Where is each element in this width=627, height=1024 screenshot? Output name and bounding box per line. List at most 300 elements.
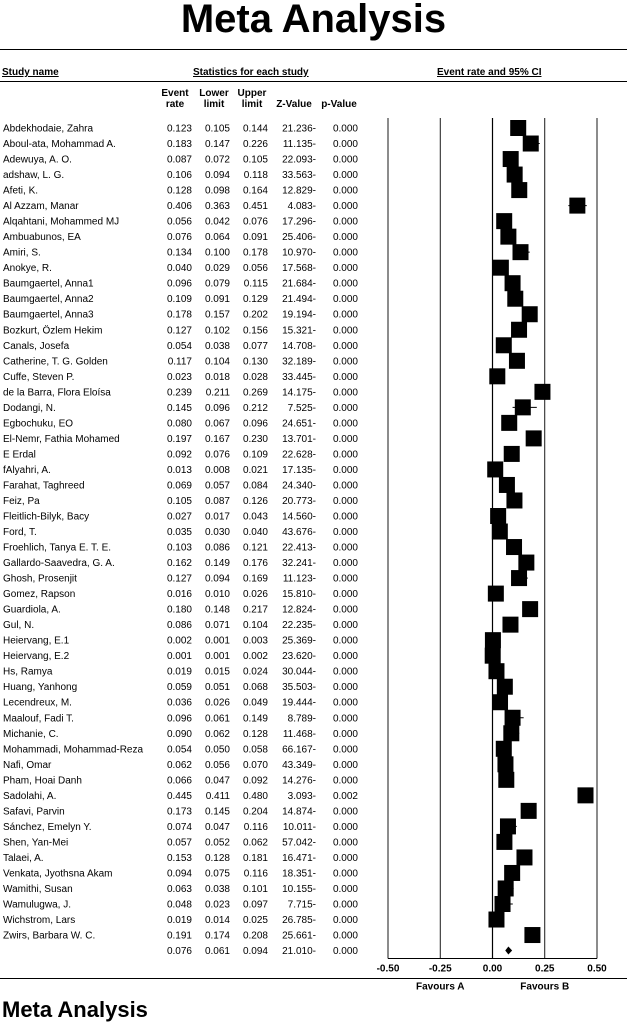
effect-marker [509,353,525,369]
effect-marker [511,322,527,338]
z-value: 19.194- [282,309,316,321]
z-value: 32.189- [282,356,316,368]
event-rate-value: 0.406 [166,201,192,213]
upper-limit-value: 0.144 [242,123,268,135]
lower-limit-value: 0.145 [204,806,230,818]
upper-limit-value: 0.269 [242,387,268,399]
p-value: 0.000 [332,604,358,616]
lower-limit-value: 0.096 [204,402,230,414]
study-name: de la Barra, Flora Eloísa [3,387,111,399]
z-value: 26.785- [282,915,316,927]
effect-marker [507,291,523,307]
effect-marker [488,586,504,602]
study-name: Adewuya, A. O. [3,154,72,166]
event-rate-value: 0.127 [166,573,192,585]
p-value: 0.000 [332,852,358,864]
z-value: 32.241- [282,558,316,570]
effect-marker [505,710,521,726]
event-rate-value: 0.063 [166,883,192,895]
z-value: 17.568- [282,263,316,275]
upper-limit-value: 0.002 [242,651,268,663]
effect-marker [501,415,517,431]
study-name: Talaei, A. [3,852,44,864]
z-value: 11.123- [282,573,316,585]
lower-limit-value: 0.148 [204,604,230,616]
p-value: 0.000 [332,232,358,244]
lower-limit-value: 0.363 [204,201,230,213]
upper-limit-value: 0.068 [242,682,268,694]
lower-limit-value: 0.157 [204,309,230,321]
event-rate-value: 0.054 [166,340,192,352]
event-rate-value: 0.162 [166,558,192,570]
favours-left-label: Favours A [415,981,465,993]
event-rate-value: 0.019 [166,666,192,678]
lower-limit-value: 0.010 [204,589,230,601]
upper-limit-value: 0.070 [242,759,268,771]
z-value: 23.620- [282,651,316,663]
z-value: 30.044- [282,666,316,678]
lower-limit-value: 0.071 [204,620,230,632]
z-value-header: Z-Value [276,99,312,110]
study-name: adshaw, L. G. [3,170,65,182]
upper-limit-value: 0.480 [242,790,268,802]
study-name: Feiz, Pa [3,495,40,507]
study-name: Cuffe, Steven P. [3,371,75,383]
lower-limit-value: 0.411 [205,790,230,802]
lower-limit-value: 0.076 [204,449,230,461]
z-value: 57.042- [282,837,316,849]
effect-marker [511,182,527,198]
event-rate-value: 0.080 [166,418,192,430]
upper-limit-value: 0.130 [242,356,268,368]
upper-limit-value: 0.043 [242,511,268,523]
effect-marker [488,912,504,928]
summary-z-value: 21.010- [282,946,316,958]
upper-limit-value: 0.003 [242,635,268,647]
event-rate-value: 0.128 [166,185,192,197]
p-value: 0.000 [332,573,358,585]
effect-marker [504,865,520,881]
lower-limit-value: 0.023 [204,899,230,911]
z-value: 14.560- [282,511,316,523]
upper-limit-value: 0.208 [242,930,268,942]
z-value: 22.628- [282,449,316,461]
event-rate-value: 0.127 [166,325,192,337]
effect-marker [504,446,520,462]
event-rate-value: 0.023 [166,371,192,383]
lower-limit-value: 0.062 [204,728,230,740]
effect-marker [524,927,540,943]
lower-limit-value: 0.018 [204,371,230,383]
p-value: 0.000 [332,775,358,787]
p-value: 0.000 [332,697,358,709]
event-rate-value: 0.057 [166,837,192,849]
study-name: Wamithi, Susan [3,883,73,895]
lower-limit-value: 0.094 [204,170,230,182]
study-name: Abdekhodaie, Zahra [3,123,94,135]
study-name: Gomez, Rapson [3,589,76,601]
z-value: 10.011- [282,821,316,833]
z-value: 13.701- [282,433,316,445]
effect-marker [490,508,506,524]
event-rate-value: 0.153 [166,852,192,864]
study-name: Amiri, S. [3,247,41,259]
effect-marker [506,539,522,555]
study-name: Safavi, Parvin [3,806,65,818]
z-value: 21.684- [282,278,316,290]
effect-marker [513,244,529,260]
study-name: Alqahtani, Mohammed MJ [3,216,120,228]
upper-limit-value: 0.126 [242,495,268,507]
study-name: Ambuabunos, EA [3,232,81,244]
z-value: 24.651- [282,418,316,430]
event-rate-value: 0.062 [166,759,192,771]
lower-limit-value: 0.038 [204,883,230,895]
x-tick-label: 0.50 [587,963,607,975]
event-rate-header: Event rate [161,88,189,110]
lower-limit-value: 0.211 [205,387,230,399]
upper-limit-value: 0.226 [242,139,268,151]
event-rate-value: 0.134 [166,247,192,259]
upper-limit-header: Upper limit [237,88,267,110]
p-value: 0.000 [332,154,358,166]
lower-limit-value: 0.050 [204,744,230,756]
effect-marker [503,151,519,167]
z-value: 20.773- [282,495,316,507]
p-value: 0.000 [332,558,358,570]
lower-limit-value: 0.104 [204,356,230,368]
lower-limit-value: 0.064 [204,232,230,244]
study-name: Zwirs, Barbara W. C. [3,930,96,942]
upper-limit-value: 0.176 [242,558,268,570]
z-value: 4.083- [287,201,316,213]
lower-limit-value: 0.100 [204,247,230,259]
p-value: 0.000 [332,387,358,399]
z-value: 25.369- [282,635,316,647]
p-value: 0.000 [332,620,358,632]
z-value: 17.296- [282,216,316,228]
lower-limit-value: 0.167 [204,433,230,445]
study-name: El-Nemr, Fathia Mohamed [3,433,120,445]
study-name: Aboul-ata, Mohammad A. [3,139,116,151]
effect-marker [522,601,538,617]
upper-limit-value: 0.091 [242,232,268,244]
upper-limit-value: 0.115 [243,278,268,290]
upper-limit-value: 0.105 [242,154,268,166]
lower-limit-value: 0.061 [204,713,230,725]
lower-limit-value: 0.001 [204,651,230,663]
z-value: 7.525- [287,402,316,414]
z-value: 33.563- [282,170,316,182]
effect-marker [569,198,585,214]
upper-limit-value: 0.202 [242,309,268,321]
p-value: 0.000 [332,899,358,911]
z-value: 14.175- [282,387,316,399]
lower-limit-value: 0.030 [204,527,230,539]
study-name: Nafi, Omar [3,759,52,771]
effect-marker [485,648,501,664]
study-name: Fleitlich-Bilyk, Bacy [3,511,90,523]
effect-marker [497,756,513,772]
x-tick-label: -0.50 [376,963,400,975]
p-value: 0.000 [332,185,358,197]
effect-marker [497,679,513,695]
z-value: 43.676- [282,527,316,539]
upper-limit-value: 0.212 [242,402,268,414]
p-value: 0.000 [332,511,358,523]
event-rate-value: 0.239 [166,387,192,399]
upper-limit-value: 0.128 [242,728,268,740]
p-value: 0.000 [332,635,358,647]
lower-limit-value: 0.149 [204,558,230,570]
upper-limit-value: 0.026 [242,589,268,601]
z-value: 21.236- [282,123,316,135]
study-name: Mohammadi, Mohammad-Reza [3,744,144,756]
lower-limit-value: 0.105 [204,123,230,135]
effect-marker [518,555,534,571]
z-value: 25.661- [282,930,316,942]
summary-diamond [505,947,512,955]
event-rate-value: 0.145 [166,402,192,414]
event-rate-value: 0.048 [166,899,192,911]
study-name: Catherine, T. G. Golden [3,356,108,368]
lower-limit-value: 0.017 [204,511,230,523]
event-rate-value: 0.109 [166,294,192,306]
study-name: Baumgaertel, Anna2 [3,294,94,306]
z-value: 12.824- [282,604,316,616]
z-value: 14.708- [282,340,316,352]
plot-title: Event rate and 95% CI [437,67,542,78]
p-value: 0.000 [332,713,358,725]
p-value: 0.000 [332,263,358,275]
lower-limit-header: Lower limit [199,88,229,110]
study-name: fAlyahri, A. [3,464,51,476]
p-value: 0.000 [332,418,358,430]
effect-marker [492,524,508,540]
effect-marker [492,694,508,710]
upper-limit-value: 0.058 [242,744,268,756]
effect-marker [503,725,519,741]
p-value: 0.000 [332,170,358,182]
page-title: Meta Analysis [180,0,447,41]
event-rate-value: 0.040 [166,263,192,275]
effect-marker [515,399,531,415]
event-rate-value: 0.056 [166,216,192,228]
lower-limit-value: 0.091 [204,294,230,306]
z-value: 22.413- [282,542,316,554]
lower-limit-value: 0.067 [204,418,230,430]
p-value: 0.000 [332,651,358,663]
effect-marker [496,213,512,229]
upper-limit-value: 0.028 [242,371,268,383]
study-name: Baumgaertel, Anna1 [3,278,94,290]
upper-limit-value: 0.230 [242,433,268,445]
z-value: 25.406- [282,232,316,244]
event-rate-value: 0.178 [166,309,192,321]
effect-marker [485,632,501,648]
p-value: 0.000 [332,325,358,337]
effect-marker [496,337,512,353]
p-value: 0.000 [332,247,358,259]
upper-limit-value: 0.040 [242,527,268,539]
upper-limit-value: 0.181 [242,852,268,864]
upper-limit-value: 0.109 [242,449,268,461]
event-rate-value: 0.059 [166,682,192,694]
event-rate-value: 0.066 [166,775,192,787]
event-rate-value: 0.106 [166,170,192,182]
effect-marker [500,229,516,245]
p-value: 0.000 [332,464,358,476]
p-value: 0.000 [332,309,358,321]
effect-marker [488,663,504,679]
z-value: 11.135- [282,139,316,151]
upper-limit-value: 0.121 [242,542,268,554]
effect-marker [505,275,521,291]
study-name: Ghosh, Prosenjit [3,573,77,585]
effect-marker [510,120,526,136]
event-rate-value: 0.035 [166,527,192,539]
effect-marker [506,492,522,508]
study-name: Farahat, Taghreed [3,480,85,492]
z-value: 7.715- [287,899,316,911]
event-rate-value: 0.054 [166,744,192,756]
upper-limit-value: 0.116 [243,821,268,833]
effect-marker [499,477,515,493]
z-value: 19.444- [282,697,316,709]
effect-marker [521,803,537,819]
summary-lower-limit: 0.061 [204,946,230,958]
summary-upper-limit: 0.094 [242,946,268,958]
z-value: 22.235- [282,620,316,632]
event-rate-value: 0.096 [166,278,192,290]
upper-limit-value: 0.118 [243,170,268,182]
p-value: 0.000 [332,449,358,461]
favours-right-label: Favours B [520,981,570,993]
p-value: 0.000 [332,216,358,228]
event-rate-value: 0.173 [166,806,192,818]
p-value: 0.000 [332,495,358,507]
study-name: Heiervang, E.2 [3,651,70,663]
event-rate-value: 0.076 [166,232,192,244]
event-rate-value: 0.191 [166,930,192,942]
event-rate-value: 0.002 [166,635,192,647]
lower-limit-value: 0.056 [204,759,230,771]
z-value: 33.445- [282,371,316,383]
upper-limit-value: 0.129 [242,294,268,306]
upper-limit-value: 0.451 [242,201,268,213]
p-value: 0.000 [332,744,358,756]
p-value: 0.000 [332,837,358,849]
x-tick-label: -0.25 [428,963,452,975]
study-name-header: Study name [2,67,59,78]
lower-limit-value: 0.047 [204,775,230,787]
upper-limit-value: 0.178 [242,247,268,259]
lower-limit-value: 0.029 [204,263,230,275]
p-value: 0.000 [332,371,358,383]
footer-title: Meta Analysis [2,997,148,1022]
effect-marker [578,787,594,803]
study-name: Gul, N. [3,620,35,632]
upper-limit-value: 0.169 [242,573,268,585]
study-name: Wichstrom, Lars [3,915,76,927]
z-value: 66.167- [282,744,316,756]
effect-marker [516,849,532,865]
study-name: Heiervang, E.1 [3,635,70,647]
p-value-header: p-Value [321,99,357,110]
study-name: Guardiola, A. [3,604,61,616]
lower-limit-value: 0.102 [204,325,230,337]
p-value: 0.000 [332,356,358,368]
p-value: 0.000 [332,123,358,135]
lower-limit-value: 0.094 [204,573,230,585]
study-name: Shen, Yan-Mei [3,837,69,849]
study-name: Michanie, C. [3,728,59,740]
event-rate-value: 0.074 [166,821,192,833]
effect-marker [534,384,550,400]
upper-limit-value: 0.092 [242,775,268,787]
lower-limit-value: 0.079 [204,278,230,290]
study-name: Bozkurt, Özlem Hekim [3,325,103,337]
event-rate-value: 0.094 [166,868,192,880]
lower-limit-value: 0.014 [204,915,230,927]
z-value: 24.340- [282,480,316,492]
effect-marker [500,818,516,834]
p-value: 0.000 [332,402,358,414]
study-name: Huang, Yanhong [3,682,78,694]
study-name: Sadolahi, A. [3,790,57,802]
z-value: 8.789- [287,713,316,725]
effect-marker [498,880,514,896]
p-value: 0.000 [332,915,358,927]
x-tick-label: 0.00 [482,963,503,975]
p-value: 0.000 [332,527,358,539]
p-value: 0.002 [332,790,358,802]
event-rate-value: 0.001 [166,651,192,663]
p-value: 0.000 [332,139,358,151]
study-name: Maalouf, Fadi T. [3,713,74,725]
event-rate-value: 0.086 [166,620,192,632]
upper-limit-value: 0.076 [242,216,268,228]
p-value: 0.000 [332,433,358,445]
p-value: 0.000 [332,759,358,771]
study-name: Wamulugwa, J. [3,899,71,911]
lower-limit-value: 0.051 [204,682,230,694]
study-name: Baumgaertel, Anna3 [3,309,94,321]
lower-limit-value: 0.086 [204,542,230,554]
p-value: 0.000 [332,883,358,895]
upper-limit-value: 0.077 [242,340,268,352]
event-rate-value: 0.013 [166,464,192,476]
p-value: 0.000 [332,278,358,290]
p-value: 0.000 [332,806,358,818]
event-rate-value: 0.117 [167,356,192,368]
upper-limit-value: 0.096 [242,418,268,430]
upper-limit-value: 0.062 [242,837,268,849]
upper-limit-value: 0.116 [243,868,268,880]
event-rate-value: 0.180 [166,604,192,616]
study-name: Dodangi, N. [3,402,56,414]
event-rate-value: 0.069 [166,480,192,492]
z-value: 3.093- [287,790,316,802]
event-rate-value: 0.105 [166,495,192,507]
p-value: 0.000 [332,728,358,740]
study-name: Afeti, K. [3,185,39,197]
z-value: 43.349- [282,759,316,771]
upper-limit-value: 0.217 [242,604,268,616]
study-name: Gallardo-Saavedra, G. A. [3,558,115,570]
p-value: 0.000 [332,930,358,942]
effect-marker [511,570,527,586]
